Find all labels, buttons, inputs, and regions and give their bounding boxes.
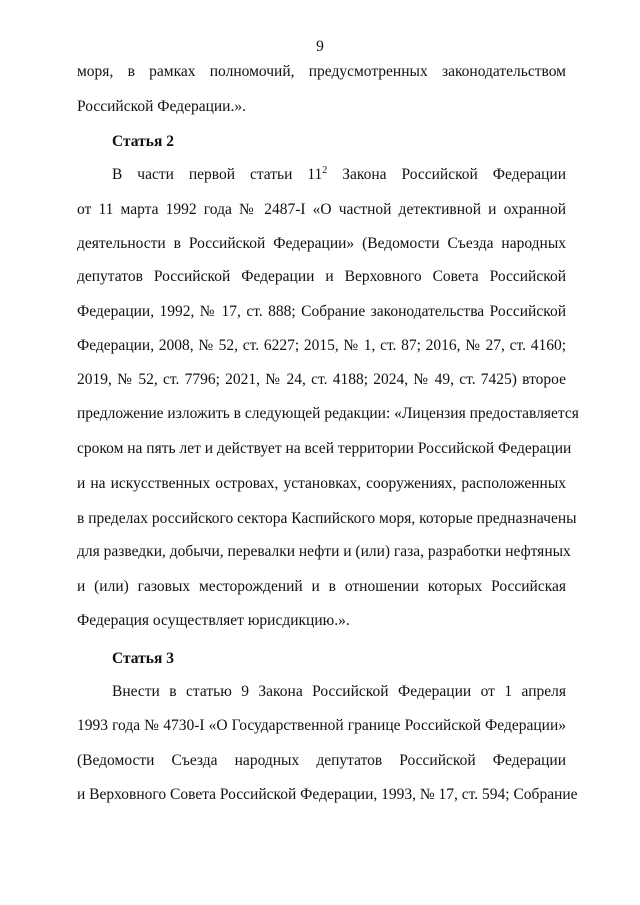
text-line: моря, в рамках полномочий, предусмотренных законодательством <box>77 63 566 80</box>
text-line: депутатов Российской Федерации и Верховного Совета Российской <box>77 268 566 285</box>
text-line: от 11 марта 1992 года № 2487-I «О частной детективной и охранной <box>77 201 566 218</box>
text-line <box>112 166 566 184</box>
text-line: деятельности в Российской Федерации» (Ведомости Съезда народных <box>77 235 566 252</box>
text-line: сроком на пять лет и действует на всей территории Российской Федерации <box>77 440 572 457</box>
article-heading: Статья 3 <box>112 650 174 667</box>
text-line: и (или) газовых месторождений и в отношении которых Российская <box>77 578 566 595</box>
text-line: Федерации, 1992, № 17, ст. 888; Собрание законодательства Российской <box>77 303 566 320</box>
text-line: 2019, № 52, ст. 7796; 2021, № 24, ст. 4188; 2024, № 49, ст. 7425) второе <box>77 371 566 388</box>
text-line: и на искусственных островах, установках, сооружениях, расположенных <box>77 475 566 492</box>
text-line: предложение изложить в следующей редакции: «Лицензия предоставляется <box>77 405 579 422</box>
text-line: и Верховного Совета Российской Федерации, 1993, № 17, ст. 594; Собрание <box>77 786 578 803</box>
text-line: (Ведомости Съезда народных депутатов Российской Федерации <box>77 752 566 769</box>
page-number: 9 <box>316 38 324 55</box>
text-fragment: В части первой статьи 11 <box>112 166 323 183</box>
text-line: Федерация осуществляет юрисдикцию.». <box>77 612 350 629</box>
text-line: Федерации, 2008, № 52, ст. 6227; 2015, № 1, ст. 87; 2016, № 27, ст. 4160; <box>77 337 566 354</box>
text-fragment: Закона Российской Федерации <box>327 166 566 183</box>
text-line: для разведки, добычи, перевалки нефти и (или) газа, разработки нефтяных <box>77 543 571 560</box>
text-line: в пределах российского сектора Каспийского моря, которые предназначены <box>77 510 577 527</box>
superscript: 2 <box>322 164 328 176</box>
article-heading: Статья 2 <box>112 133 174 150</box>
text-line: Внести в статью 9 Закона Российской Федерации от 1 апреля <box>112 683 566 700</box>
text-line: Российской Федерации.». <box>77 98 246 115</box>
text-line: 1993 года № 4730-I «О Государственной границе Российской Федерации» <box>77 717 566 734</box>
